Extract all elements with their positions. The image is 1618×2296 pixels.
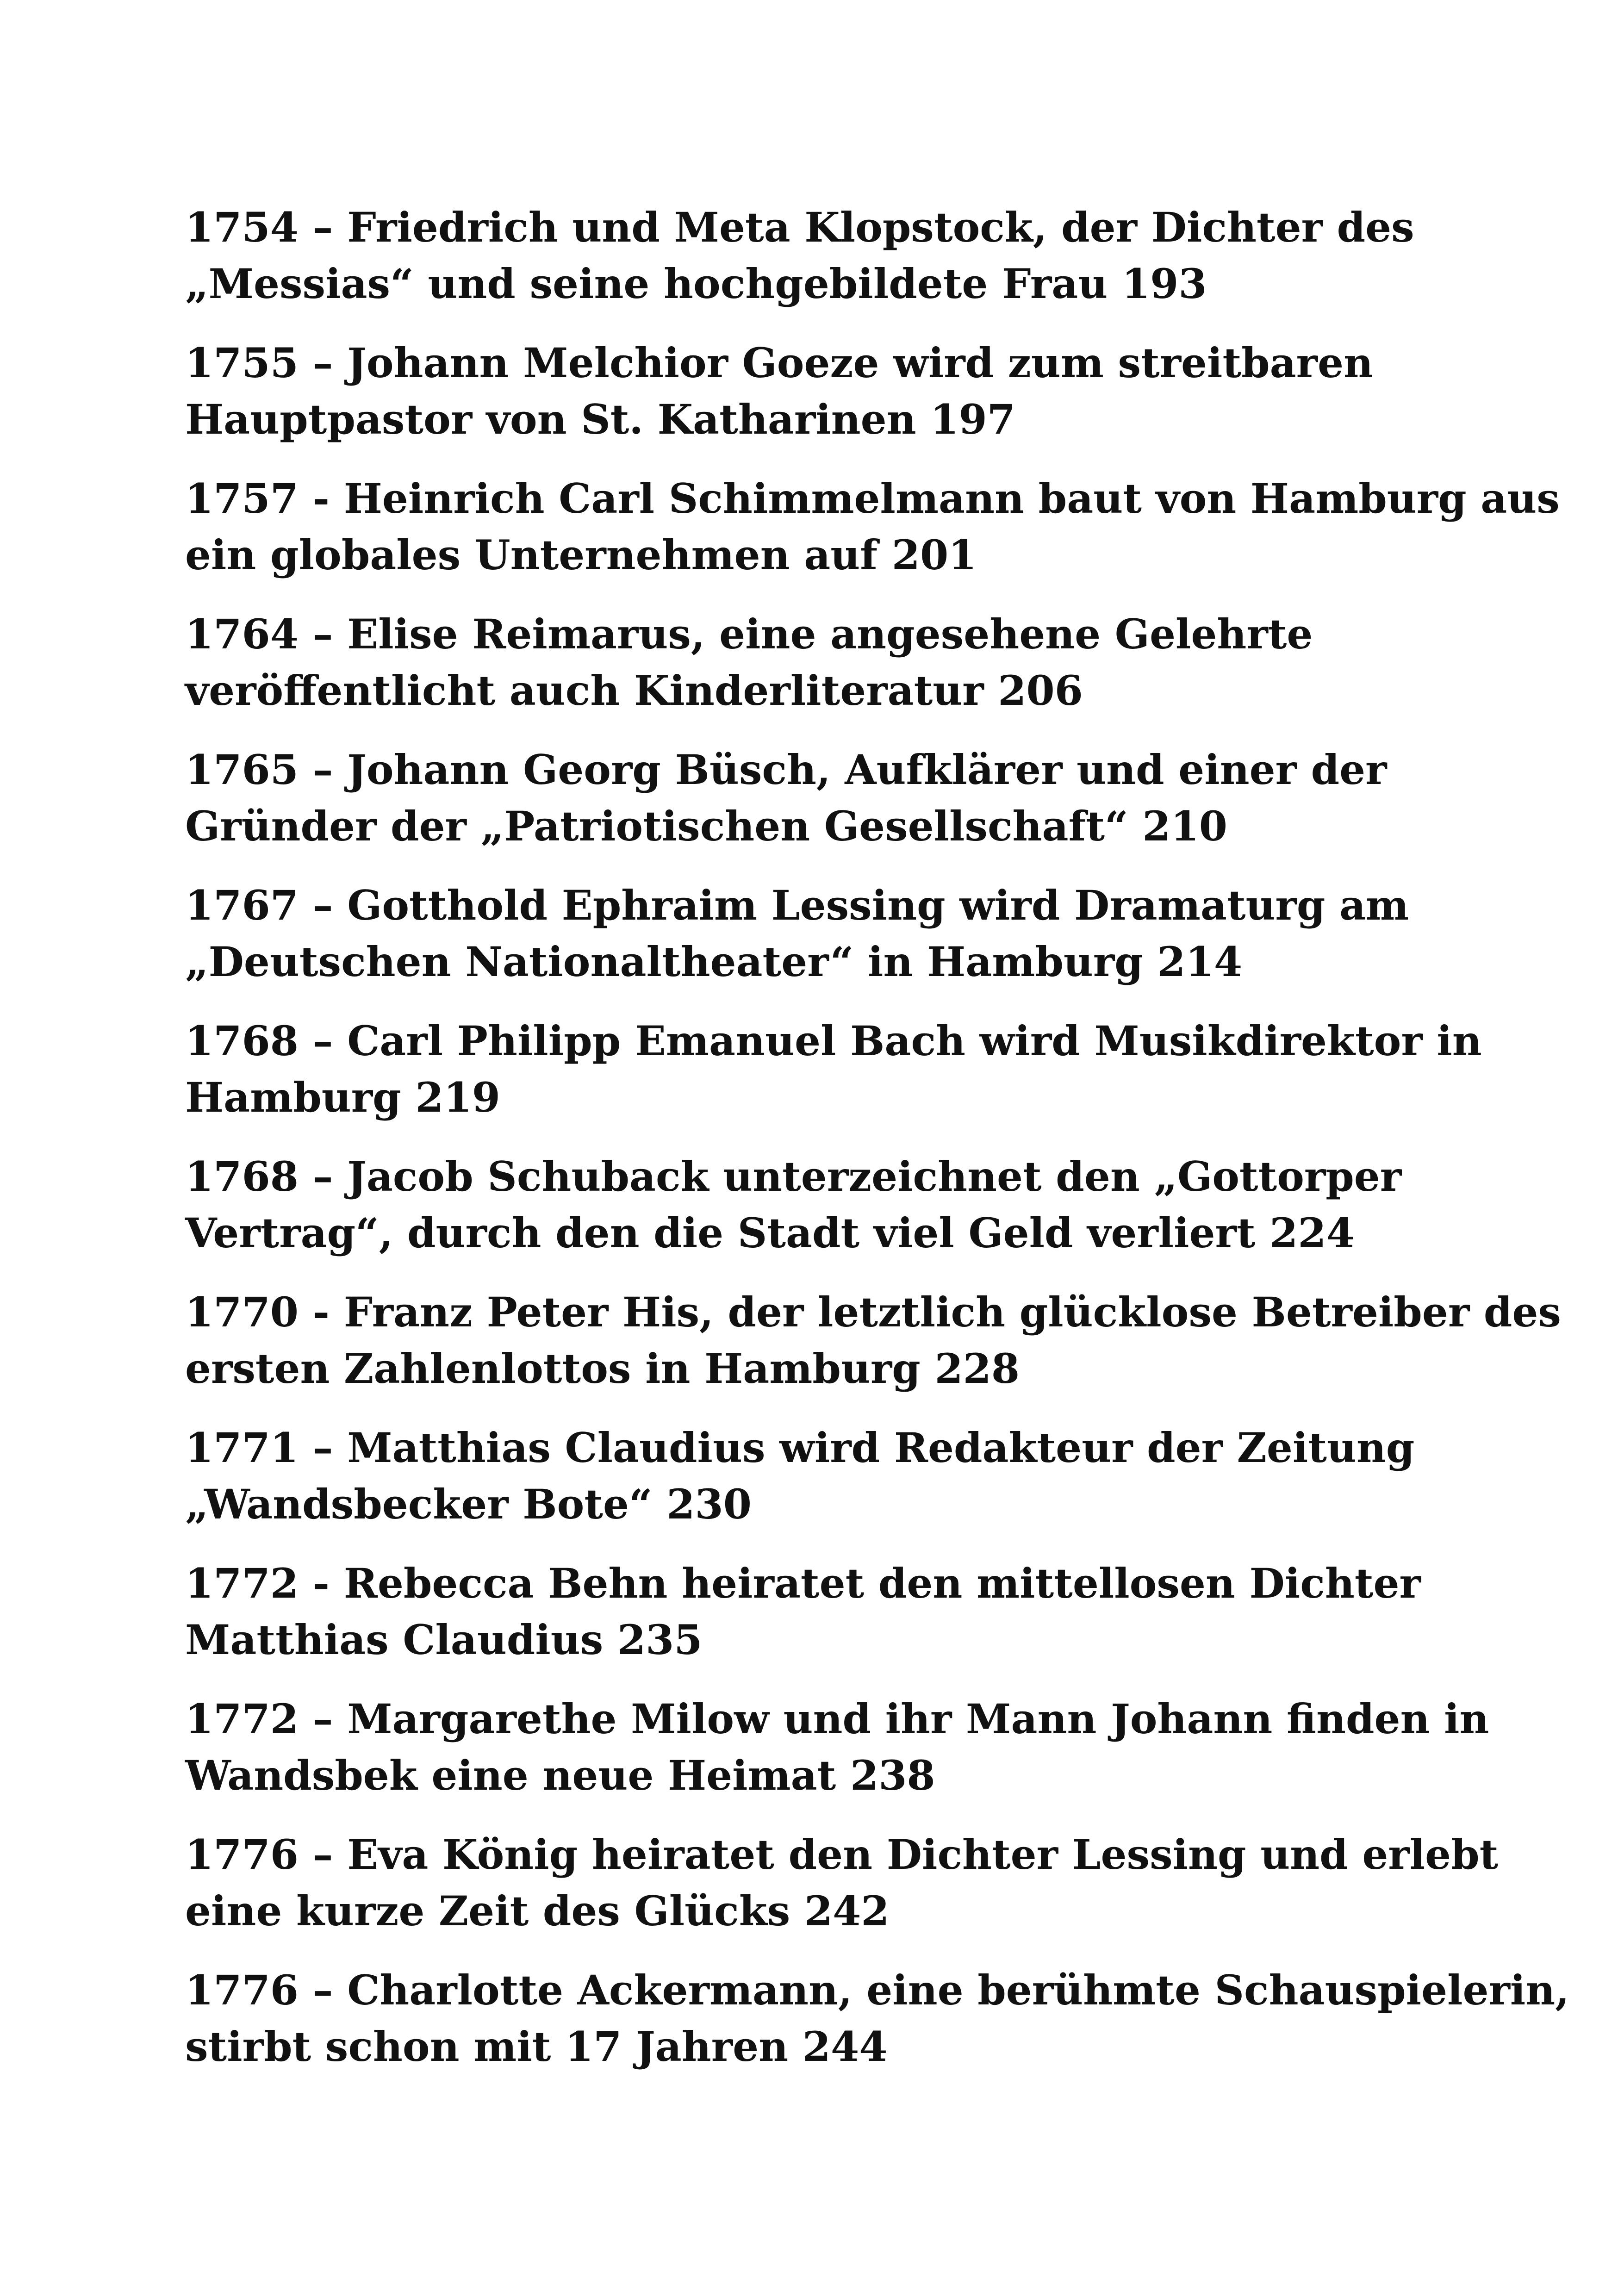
toc-entry <box>185 1013 1481 1126</box>
toc-entry-line: 1767 – Gotthold Ephraim Lessing wird Dramaturg am <box>185 881 1409 929</box>
table-of-contents <box>185 199 1569 2097</box>
toc-entry-line: 1771 – Matthias Claudius wird Redakteur der Zeitung <box>185 1424 1415 1472</box>
toc-entry <box>185 877 1481 990</box>
toc-entry-line: 1765 – Johann Georg Büsch, Aufklärer und einer der <box>185 746 1387 794</box>
toc-entry <box>185 606 1481 719</box>
toc-entry-line: 1772 – Margarethe Milow und ihr Mann Johann finden in <box>185 1695 1489 1743</box>
toc-entry-line: Hamburg 219 <box>185 1073 501 1121</box>
toc-entry-line: 1776 – Eva König heiratet den Dichter Lessing und erlebt <box>185 1830 1499 1879</box>
toc-entry-line: 1764 – Elise Reimarus, eine angesehene Gelehrte <box>185 610 1313 658</box>
toc-entry <box>185 741 1481 854</box>
toc-entry <box>185 1691 1489 1804</box>
toc-entry-line: Matthias Claudius 235 <box>185 1616 703 1664</box>
toc-entry-line: Vertrag“, durch den die Stadt viel Geld verliert 224 <box>185 1209 1355 1257</box>
toc-entry <box>185 1148 1481 1261</box>
toc-entry <box>185 199 1481 312</box>
toc-entry-line: „Deutschen Nationaltheater“ in Hamburg 214 <box>185 938 1243 986</box>
toc-entry <box>185 470 1560 583</box>
toc-entry-line: „Wandsbecker Bote“ 230 <box>185 1480 752 1528</box>
toc-entry-line: 1754 – Friedrich und Meta Klopstock, der Dichter des <box>185 203 1414 251</box>
toc-entry-line: 1757 - Heinrich Carl Schimmelmann baut von Hamburg aus <box>185 474 1560 523</box>
toc-entry <box>185 1284 1561 1397</box>
toc-entry <box>185 1555 1481 1668</box>
toc-entry-line: 1776 – Charlotte Ackermann, eine berühmte Schauspielerin, <box>185 1966 1569 2014</box>
toc-entry-line: 1770 - Franz Peter His, der letztlich glücklose Betreiber des <box>185 1288 1561 1336</box>
toc-entry-line: Wandsbek eine neue Heimat 238 <box>185 1751 935 1799</box>
toc-entry-line: veröffentlicht auch Kinderliteratur 206 <box>185 666 1083 715</box>
toc-entry-line: eine kurze Zeit des Glücks 242 <box>185 1887 890 1935</box>
toc-entry <box>185 335 1481 448</box>
toc-entry-line: 1768 – Jacob Schuback unterzeichnet den „Gottorper <box>185 1152 1402 1201</box>
toc-entry-line: 1755 – Johann Melchior Goeze wird zum streitbaren <box>185 339 1373 387</box>
toc-entry-line: ersten Zahlenlottos in Hamburg 228 <box>185 1344 1020 1393</box>
toc-entry-line: 1768 – Carl Philipp Emanuel Bach wird Musikdirektor in <box>185 1017 1482 1065</box>
toc-entry-line: Gründer der „Patriotischen Gesellschaft“ 210 <box>185 802 1227 850</box>
toc-entry-line: „Messias“ und seine hochgebildete Frau 193 <box>185 260 1207 308</box>
toc-entry-line: ein globales Unternehmen auf 201 <box>185 531 977 579</box>
toc-entry <box>185 1826 1499 1939</box>
toc-entry-line: 1772 - Rebecca Behn heiratet den mittellosen Dichter <box>185 1559 1421 1607</box>
toc-entry-line: stirbt schon mit 17 Jahren 244 <box>185 2022 888 2071</box>
toc-entry <box>185 1962 1569 2075</box>
toc-entry <box>185 1419 1481 1532</box>
toc-entry-line: Hauptpastor von St. Katharinen 197 <box>185 395 1015 443</box>
